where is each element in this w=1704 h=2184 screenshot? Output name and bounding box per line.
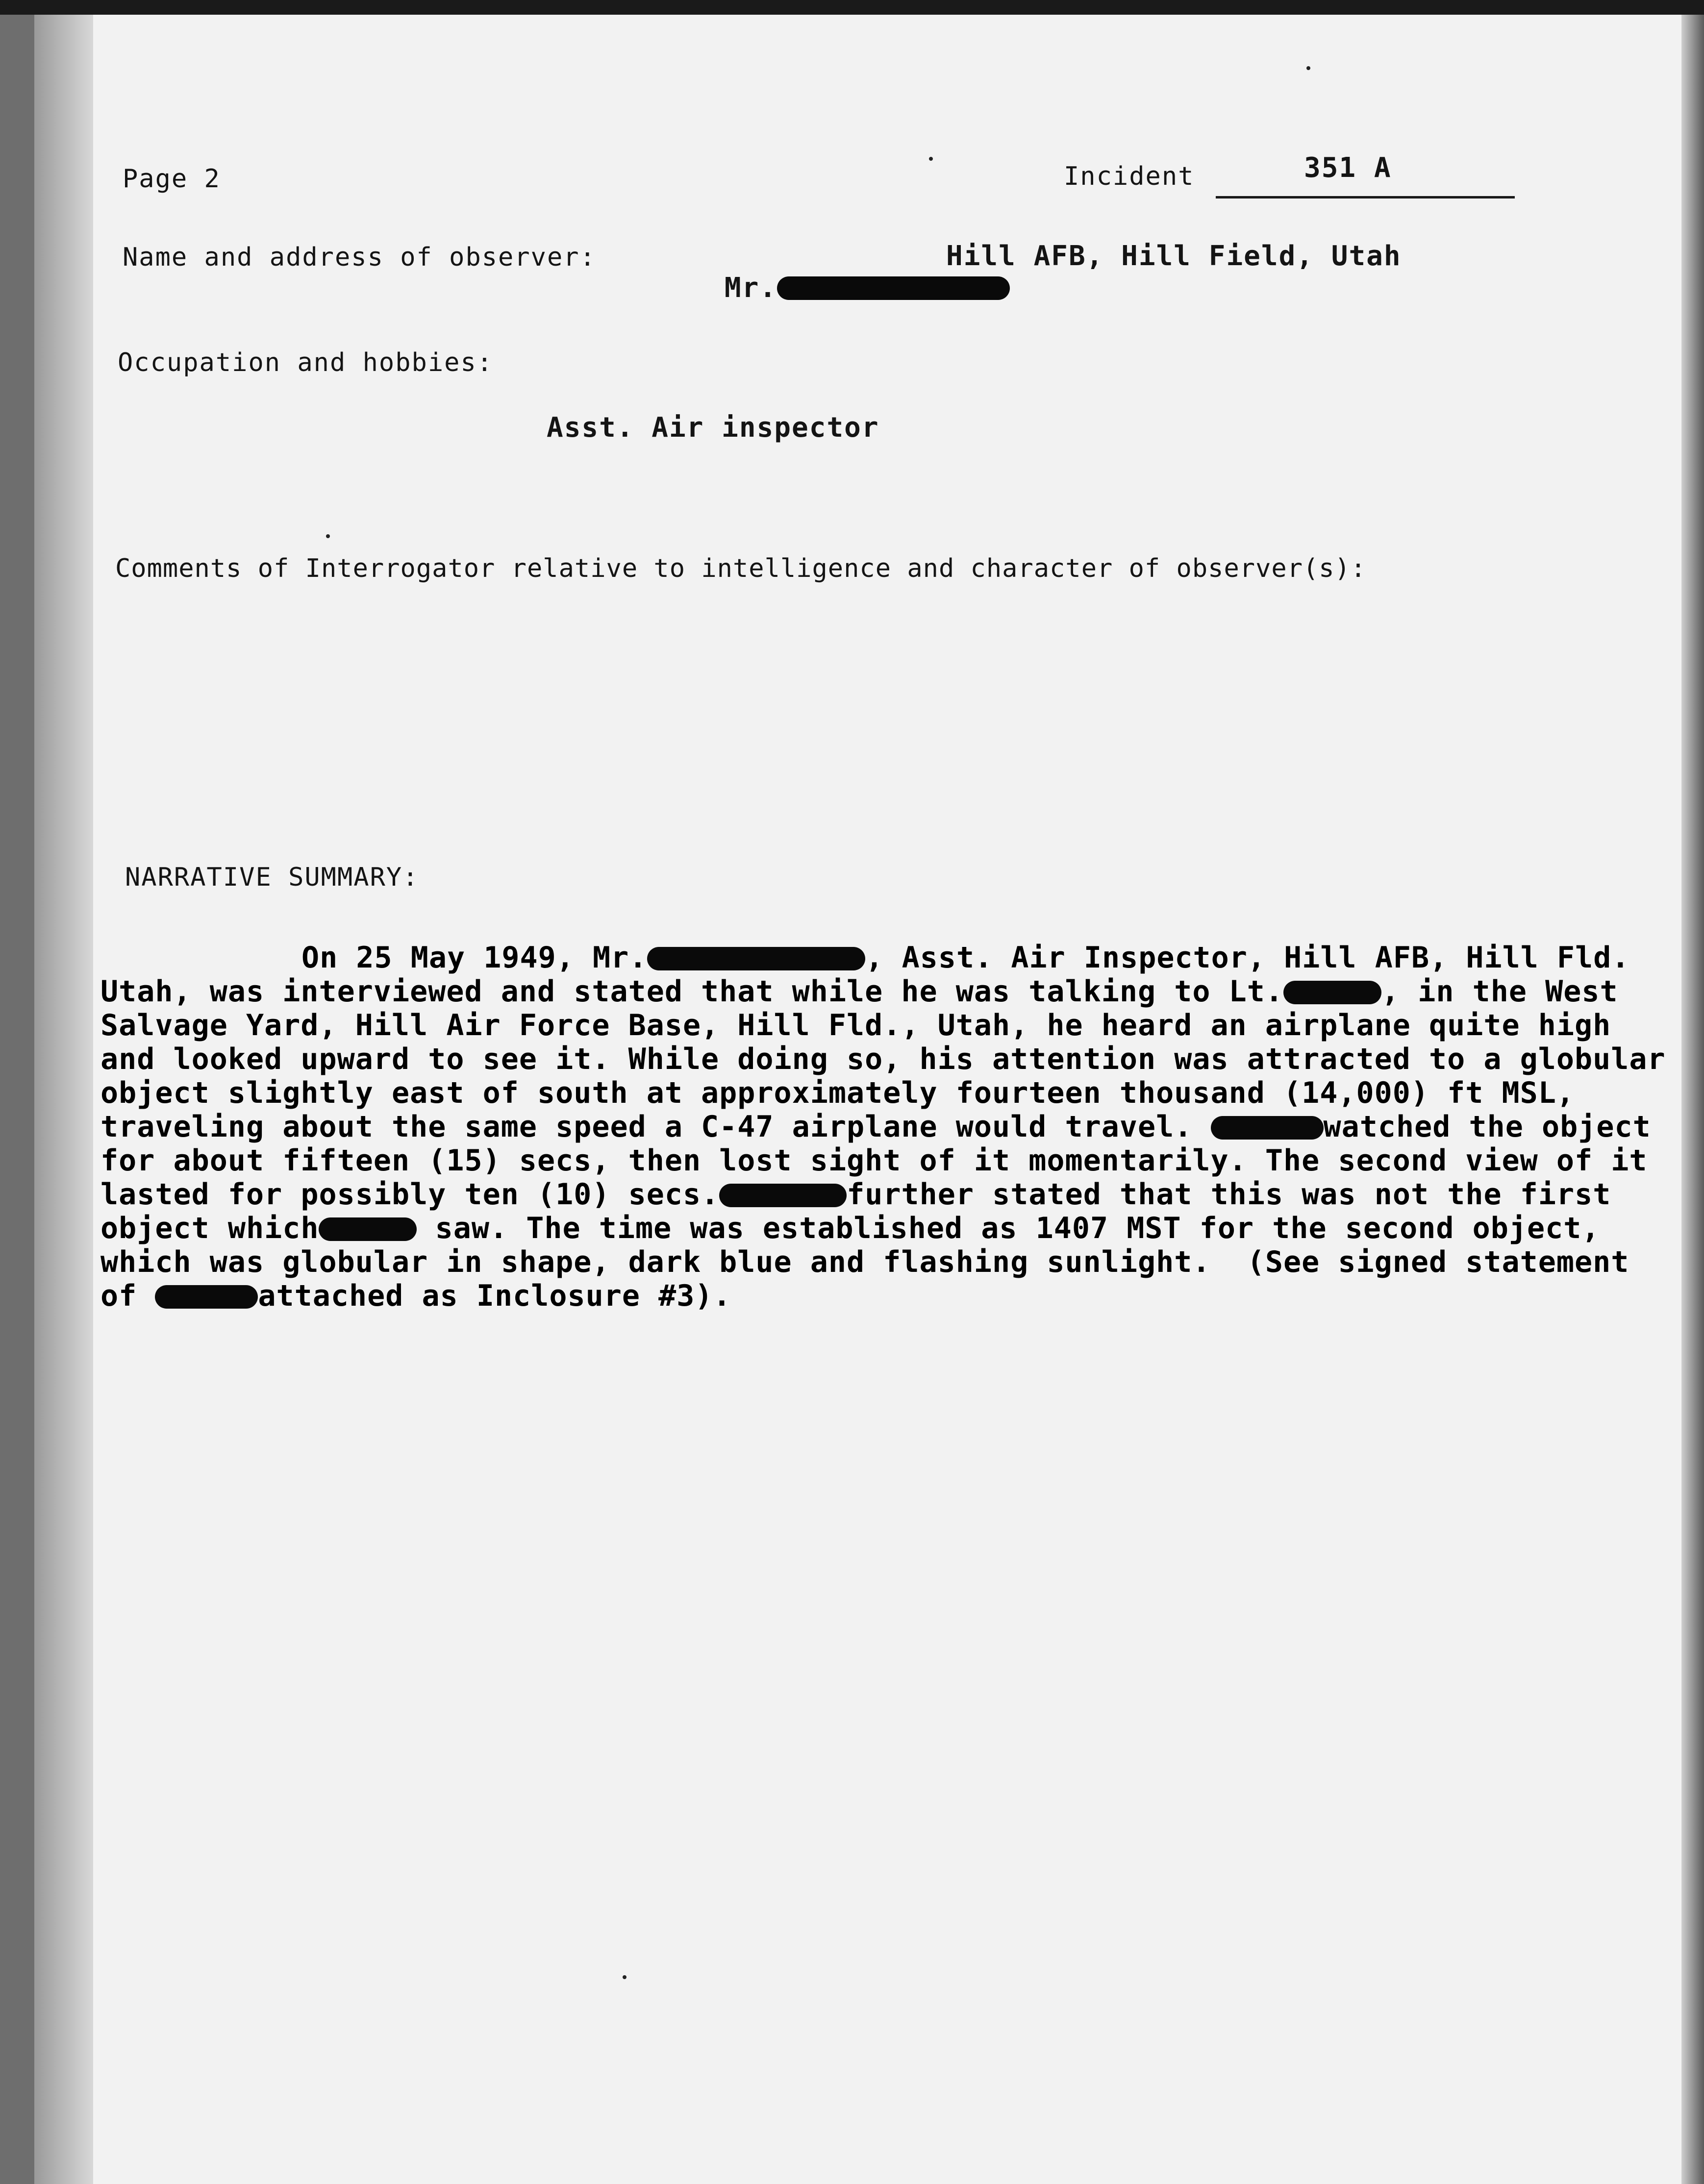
paper-speck <box>929 157 933 161</box>
redaction-mark <box>1211 1116 1324 1140</box>
narrative-line: traveling about the same speed a C-47 airplane would travel. watched the object <box>100 1110 1651 1144</box>
redaction-mark <box>319 1217 417 1241</box>
narrative-line: Salvage Yard, Hill Air Force Base, Hill Fld., Utah, he heard an airplane quite high <box>100 1008 1611 1042</box>
paper-speck <box>326 534 330 538</box>
incident-number: 351 A <box>1304 152 1392 184</box>
scan-left-shadow <box>34 15 93 2184</box>
narrative-line: object slightly east of south at approximately fourteen thousand (14,000) ft MSL, <box>100 1076 1575 1110</box>
comments-label: Comments of Interrogator relative to intelligence and character of observer(s): <box>115 554 1367 583</box>
redaction-mark <box>647 947 865 970</box>
scan-top-border <box>0 0 1704 15</box>
paper-speck <box>623 1975 626 1979</box>
narrative-line: which was globular in shape, dark blue and flashing sunlight. (See signed statement <box>100 1245 1629 1279</box>
narrative-heading: NARRATIVE SUMMARY: <box>125 863 419 892</box>
narrative-line: and looked upward to see it. While doing so, his attention was attracted to a globular <box>100 1042 1666 1076</box>
redaction-mark <box>1283 981 1381 1004</box>
redaction-mark <box>155 1285 258 1309</box>
scan-right-border <box>1681 15 1704 2184</box>
scan-left-border <box>0 15 34 2184</box>
narrative-line: object which saw. The time was established as 1407 MST for the second object, <box>100 1211 1600 1245</box>
narrative-line: lasted for possibly ten (10) secs. further stated that this was not the first <box>100 1177 1611 1212</box>
paper-speck <box>1306 66 1310 70</box>
narrative-line: On 25 May 1949, Mr. , Asst. Air Inspector, Hill AFB, Hill Fld. <box>301 941 1630 975</box>
incident-label: Incident <box>1064 162 1195 191</box>
page-label: Page 2 <box>123 164 221 194</box>
redaction-mark <box>777 276 1010 300</box>
incident-underline <box>1216 196 1515 199</box>
occupation-label: Occupation and hobbies: <box>118 348 494 377</box>
redaction-mark <box>719 1184 847 1207</box>
narrative-line: for about fifteen (15) secs, then lost sight of it momentarily. The second view of it <box>100 1143 1648 1178</box>
narrative-summary <box>100 941 1666 1313</box>
observer-address: Hill AFB, Hill Field, Utah <box>946 240 1402 272</box>
narrative-line: Utah, was interviewed and stated that while he was talking to Lt. , in the West <box>100 974 1618 1009</box>
observer-label: Name and address of observer: <box>123 243 596 272</box>
observer-title: Mr. <box>724 272 777 304</box>
occupation-value: Asst. Air inspector <box>547 412 879 444</box>
narrative-line: of attached as Inclosure #3). <box>100 1279 731 1313</box>
